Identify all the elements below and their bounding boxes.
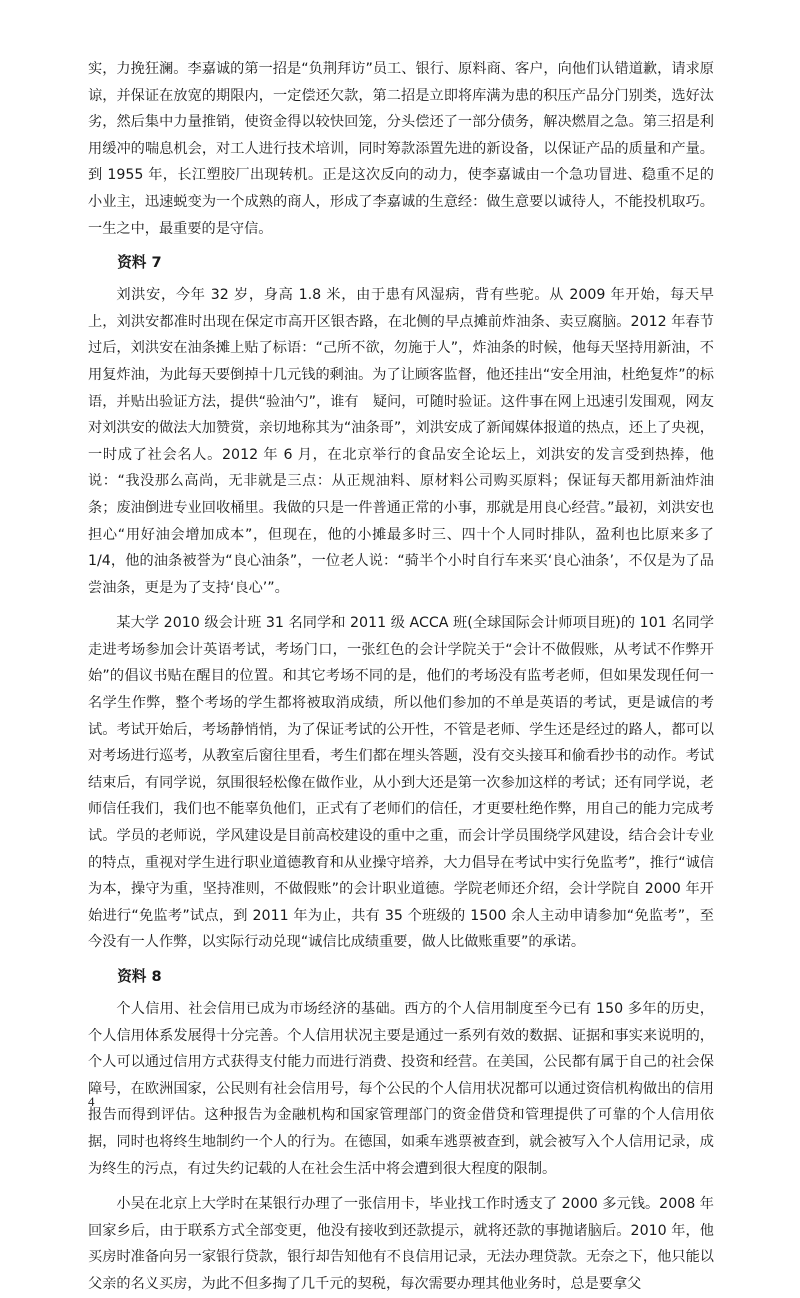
paragraph-personal-credit-system: 个人信用、社会信用已成为市场经济的基础。西方的个人信用制度至今已有 150 多年的历史，个人信用体系发展得十分完善。个人信用状况主要是通过一系列有效的数据、证据和事实来说明的，个人可以通过信用方式获得支付能力而进行消费、投资和经营。在美国，公民都有属于自己的社会保障号，在欧洲国家，公民则有社会信用号，每个公民的个人信用状况都可以通过资信机构做出的信用报告而得到评估。这种报告为金融机构和国家管理部门的资金借贷和管理提供了可靠的个人信用依据，同时也将终生地制约一个人的行为。在德国，如乘车逃票被查到，就会被写入个人信用记录，成为终生的污点，有过失约记载的人在社会生活中将会遭到很大程度的限制。 (88, 1001, 714, 1177)
section-heading-material-7: 资料 7 (117, 254, 162, 272)
paragraph-li-jiacheng-story: 实，力挽狂澜。李嘉诚的第一招是“负荆拜访”员工、银行、原料商、客户，向他们认错道歉，请求原谅，并保证在放宽的期限内，一定偿还欠款，第二招是立即将库满为患的积压产品分门别类，选好汰劣，然后集中力量推销，使资金得以较快回笼，分头偿还了一部分债务，解决燃眉之急。第三招是利用缓冲的喘息机会，对工人进行技术培训，同时筹款添置先进的新设备，以保证产品的质量和产量。到 1955 年，长江塑胶厂出现转机。正是这次反向的动力，使李嘉诚由一个急功冒进、稳重不足的小业主，迅速蜕变为一个成熟的商人，形成了李嘉诚的生意经：做生意要以诚待人，不能投机取巧。一生之中，最重要的是守信。 (88, 61, 714, 237)
paragraph-liu-hongan-story: 刘洪安，今年 32 岁，身高 1.8 米，由于患有风湿病，背有些驼。从 2009 年开始，每天早上，刘洪安都准时出现在保定市高开区银杏路，在北侧的早点摊前炸油条、卖豆腐脑。2012 年春节过后，刘洪安在油条摊上贴了标语：“己所不欲，勿施于人”，炸油条的时候，他每天坚持用新油，不用复炸油，为此每天要倒掉十几元钱的剩油。为了让顾客监督，他还挂出“安全用油，杜绝复炸”的标语，并贴出验证方法，提供“验油勺”，谁有 疑问，可随时验证。这件事在网上迅速引发围观，网友对刘洪安的做法大加赞赏，亲切地称其为“油条哥”，刘洪安成了新闻媒体报道的热点，还上了央视，一时成了社会名人。2012 年 6 月，在北京举行的食品安全论坛上，刘洪安的发言受到热捧，他说：“我没那么高尚，无非就是三点：从正规油料、原材料公司购买原料；保证每天都用新油炸油条；废油倒进专业回收桶里。我做的只是一件普通正常的小事，那就是用良心经营。”最初，刘洪安也担心“用好油会增加成本”，但现在，他的小摊最多时三、四十个人同时排队，盈利也比原来多了 1/4，他的油条被誉为“良心油条”，一位老人说：“骑半个小时自行车来买‘良心油条’，不仅是为了品尝油条，更是为了支持‘良心’”。 (88, 287, 714, 596)
paragraph-exam-honesty-story: 某大学 2010 级会计班 31 名同学和 2011 级 ACCA 班(全球国际会计师项目班)的 101 名同学走进考场参加会计英语考试，考场门口，一张红色的会计学院关于“会计不做假账，从考试不作弊开始”的倡议书贴在醒目的位置。和其它考场不同的是，他们的考场没有监考老师，但如果发现任何一名学生作弊，整个考场的学生都将被取消成绩，所以他们参加的不单是英语的考试，更是诚信的考试。考试开始后，考场静悄悄，为了保证考试的公开性，不管是老师、学生还是经过的路人，都可以对考场进行巡考，从教室后窗往里看，考生们都在埋头答题，没有交头接耳和偷看抄书的动作。考试结束后，有同学说，氛围很轻松像在做作业，从小到大还是第一次参加这样的考试；还有同学说，老师信任我们，我们也不能辜负他们，正式有了老师们的信任，才更要杜绝作弊，用自己的能力完成考试。学员的老师说，学风建设是目前高校建设的重中之重，而会计学员围绕学风建设，结合会计专业的特点，重视对学生进行职业道德教育和从业操守培养，大力倡导在考试中实行免监考”，推行“诚信为本，操守为重，坚持准则，不做假账”的会计职业道德。学院老师还介绍，会计学院自 2000 年开始进行“免监考”试点，到 2011 年为止，共有 35 个班级的 1500 余人主动申请参加“免监考”，至今没有一人作弊，以实际行动兑现“诚信比成绩重要，做人比做账重要”的承诺。 (88, 615, 714, 951)
page-number: 4 (88, 1094, 95, 1109)
paragraph-xiao-wu-credit-story: 小吴在北京上大学时在某银行办理了一张信用卡，毕业找工作时透支了 2000 多元钱。2008 年回家乡后，由于联系方式全部变更，他没有接收到还款提示，就将还款的事抛诸脑后。2010 年，他买房时准备向另一家银行贷款，银行却告知他有不良信用记录，无法办理贷款。无奈之下，他只能以父亲的名义买房，为此不但多掏了几千元的契税，每次需要办理其他业务时，总是要拿父 (88, 1196, 714, 1292)
document-body (88, 56, 714, 1298)
section-heading-material-8: 资料 8 (117, 968, 162, 985)
